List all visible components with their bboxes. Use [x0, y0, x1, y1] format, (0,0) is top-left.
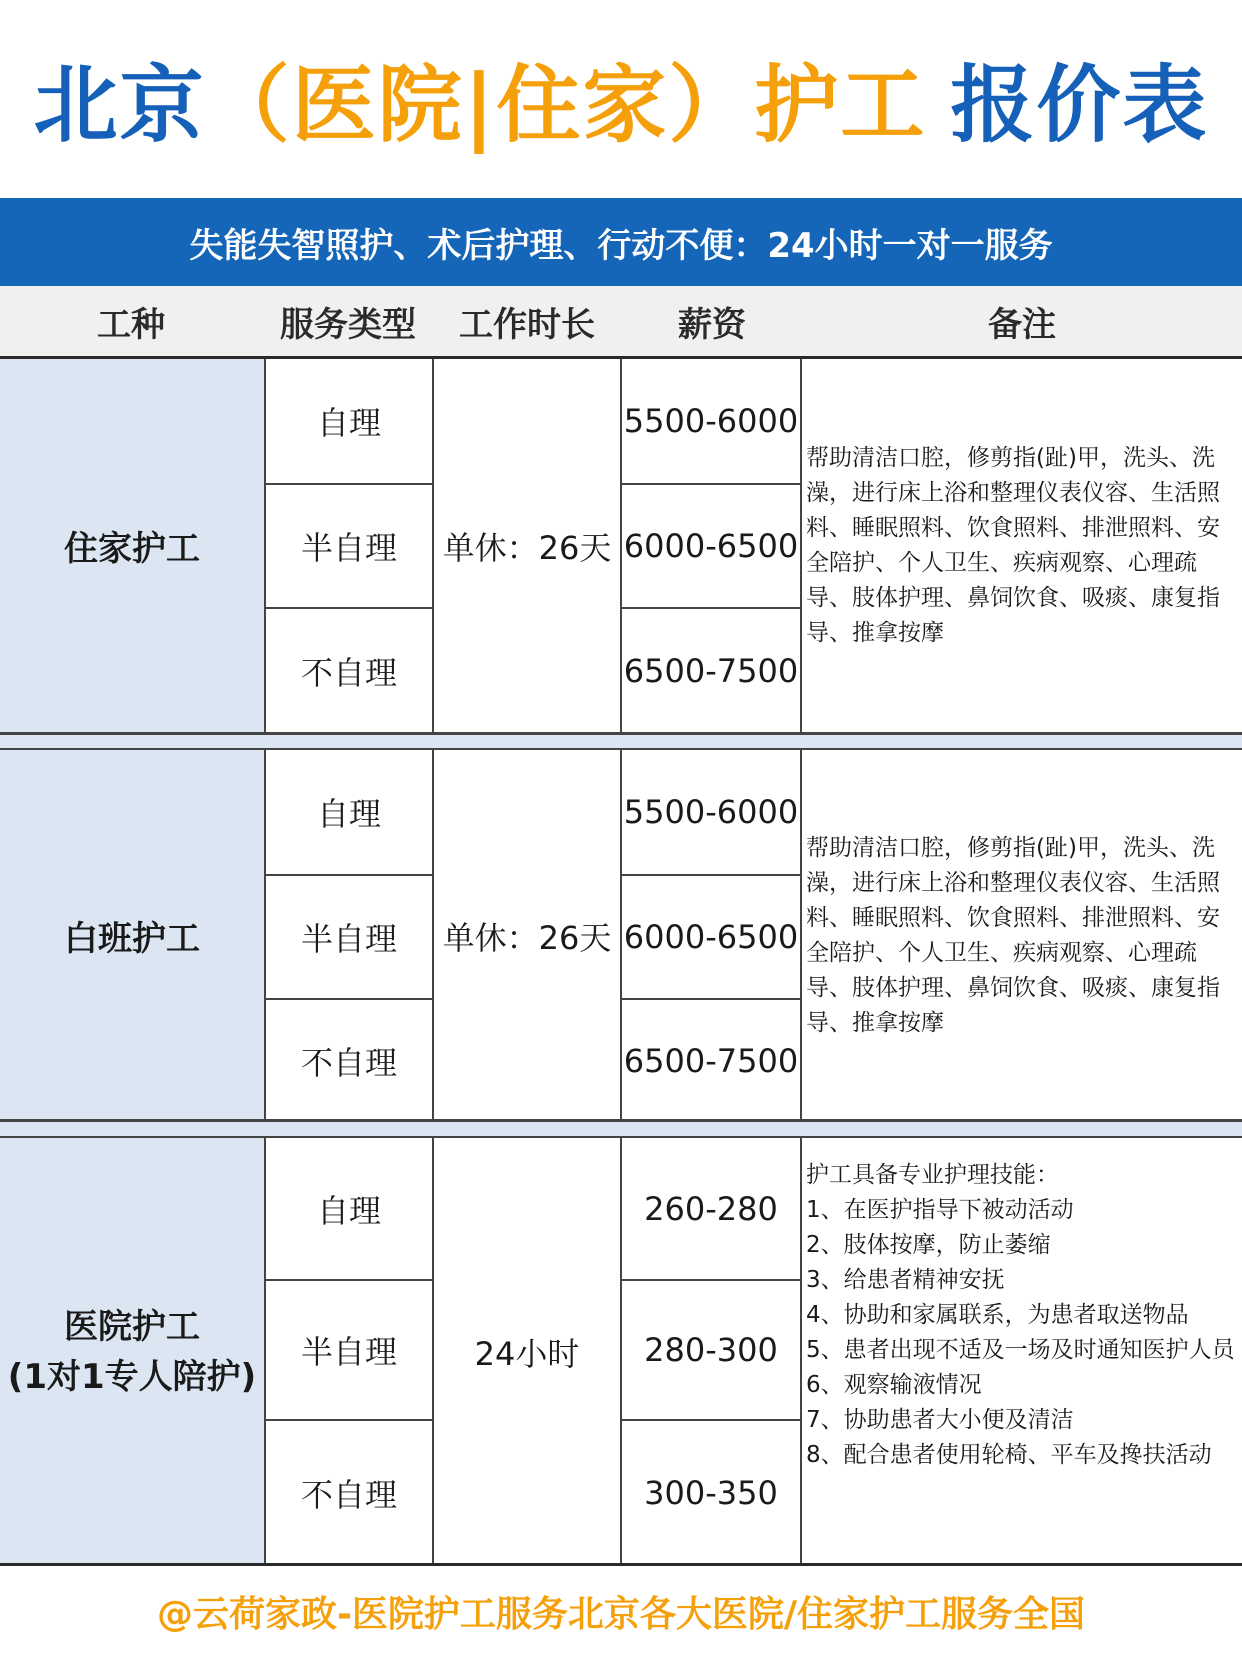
section-day-shift — [0, 748, 1242, 1121]
note-line: 2、肢体按摩，防止萎缩 — [806, 1232, 1051, 1258]
service-type-cell: 半自理 — [300, 1333, 397, 1371]
section-divider — [0, 732, 1242, 748]
note-line: 5、患者出现不适及一场及时通知医护人员 — [806, 1337, 1235, 1363]
notes-cell: 帮助清洁口腔，修剪指(趾)甲，洗头、洗澡，进行床上浴和整理仪表仪容、生活照料、睡眠照料、饮食照料、排泄照料、安全陪护、个人卫生、疾病观察、心理疏导、肢体护理、鼻饲饮食、吸痰、康复指导、推拿按摩 — [806, 834, 1220, 1036]
notes-cell: 帮助清洁口腔，修剪指(趾)甲，洗头、洗澡，进行床上浴和整理仪表仪容、生活照料、睡眠照料、饮食照料、排泄照料、安全陪护、个人卫生、疾病观察、心理疏导、肢体护理、鼻饲饮食、吸痰、康复指导、推拿按摩 — [806, 444, 1220, 646]
header-service-type: 服务类型 — [280, 304, 416, 345]
worktype-sublabel: (1对1专人陪护) — [7, 1356, 257, 1397]
section-live-in — [0, 359, 1242, 732]
title-category: （医院|住家）护工 — [205, 55, 927, 154]
work-hours-cell: 单休：26天 — [442, 918, 612, 957]
worktype-label: 医院护工 — [64, 1306, 200, 1347]
worktype-cell — [0, 750, 266, 1121]
salary-cell: 6000-6500 — [623, 918, 799, 956]
service-type-cell: 不自理 — [300, 1043, 397, 1082]
work-hours-cell: 单休：26天 — [442, 528, 612, 567]
header-work-hours: 工作时长 — [459, 304, 595, 345]
salary-cell: 6500-7500 — [623, 1041, 799, 1080]
note-line: 6、观察输液情况 — [806, 1372, 982, 1398]
salary-cell: 300-350 — [644, 1474, 778, 1512]
worktype-label: 住家护工 — [64, 529, 200, 569]
header-salary: 薪资 — [678, 304, 746, 345]
section-hospital — [0, 1136, 1242, 1565]
service-banner: 失能失智照护、术后护理、行动不便：24小时一对一服务 — [0, 198, 1242, 286]
salary-cell: 6500-7500 — [623, 651, 799, 690]
title-city: 北京 — [33, 55, 206, 154]
header-notes: 备注 — [988, 304, 1056, 345]
note-line: 护工具备专业护理技能： — [806, 1162, 1059, 1188]
note-line: 3、给患者精神安抚 — [806, 1267, 1005, 1293]
service-type-cell: 自理 — [316, 795, 381, 833]
footer-credit: @云荷家政-医院护工服务北京各大医院/住家护工服务全国 — [156, 1593, 1086, 1635]
salary-cell: 280-300 — [644, 1331, 778, 1369]
service-type-cell: 半自理 — [300, 920, 397, 958]
salary-cell: 5500-6000 — [623, 402, 799, 440]
service-type-cell: 自理 — [316, 1191, 381, 1230]
worktype-cell — [0, 1138, 266, 1565]
note-line: 1、在医护指导下被动活动 — [806, 1197, 1074, 1223]
service-type-cell: 不自理 — [300, 1476, 397, 1514]
table-header — [0, 286, 1242, 359]
section-divider — [0, 1119, 1242, 1136]
note-line: 4、协助和家属联系，为患者取送物品 — [806, 1302, 1189, 1328]
page-title — [0, 0, 1242, 196]
salary-cell: 6000-6500 — [623, 527, 799, 565]
worktype-label: 白班护工 — [64, 919, 200, 959]
salary-cell: 5500-6000 — [623, 793, 799, 831]
worktype-cell — [0, 359, 266, 732]
service-type-cell: 不自理 — [300, 653, 397, 692]
service-type-cell: 半自理 — [300, 529, 397, 567]
note-line: 7、协助患者大小便及清洁 — [806, 1407, 1074, 1433]
service-type-cell: 自理 — [316, 404, 381, 442]
work-hours-cell: 24小时 — [474, 1334, 580, 1373]
header-worktype: 工种 — [97, 304, 165, 345]
note-line: 8、配合患者使用轮椅、平车及搀扶活动 — [806, 1442, 1212, 1468]
salary-cell: 260-280 — [644, 1189, 778, 1228]
title-suffix: 报价表 — [950, 55, 1209, 154]
notes-cell — [802, 1138, 1242, 1565]
